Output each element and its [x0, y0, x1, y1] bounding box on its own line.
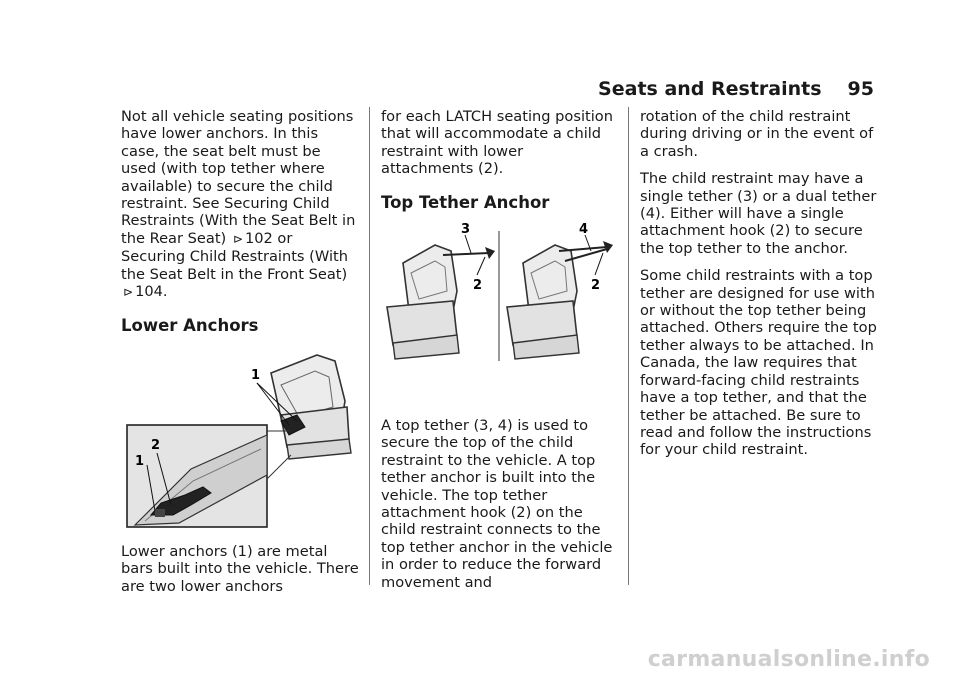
page-reference[interactable]: 102 or [244, 229, 293, 247]
lower-anchors-illustration [121, 345, 359, 531]
top-tether-illustration [381, 221, 617, 367]
column-divider [628, 107, 629, 585]
callout-label: 4 [579, 222, 589, 238]
column-3 [640, 108, 880, 469]
paragraph-text: Securing Child Restraints (With the Seat Belt in the Front Seat) [121, 248, 349, 283]
callout-label: 2 [591, 278, 601, 294]
callout-label: 3 [461, 222, 471, 238]
paragraph: rotation of the child restraint during driving or in the event of a crash. [640, 108, 874, 160]
top-tether-figure [381, 221, 617, 367]
page-number: 95 [847, 78, 874, 100]
column-2 [381, 108, 617, 601]
paragraph [121, 108, 359, 301]
column-divider [369, 107, 370, 585]
page-reference[interactable]: 104. [135, 283, 168, 301]
callout-label: 2 [473, 278, 483, 294]
paragraph-text: Not all vehicle seating positions have lower anchors. In this case, the seat belt must be used (with top tether where available) to secure the child restraint. See Securing Child Restraints (With the Seat Belt in the Rear Seat) [121, 108, 356, 247]
paragraph: Some child restraints with a top tether are designed for use with or without the top tether being attached. Others require the top tether always to be attached. In Canada, the law requires that forward-facing child restraints have a top tether, and that the tether be attached. Be sure to read and follow the instructions for your child restraint. [640, 267, 877, 459]
paragraph: A top tether (3, 4) is used to secure the top of the child restraint to the vehicle. A top tether anchor is built into the vehicle. The top tether attachment hook (2) on the child restraint connects to the top tether anchor in the vehicle in order to reduce the forward movement and [381, 417, 613, 591]
right-arrow-icon: ⊳ [123, 285, 134, 300]
callout-label: 2 [151, 437, 161, 453]
section-heading: Lower Anchors [121, 316, 259, 336]
column-1 [121, 108, 359, 605]
paragraph: Lower anchors (1) are metal bars built into the vehicle. There are two lower anchors [121, 542, 359, 595]
section-title: Seats and Restraints [598, 78, 822, 100]
section-heading: Top Tether Anchor [381, 192, 550, 212]
callout-label: 1 [135, 453, 145, 469]
paragraph: The child restraint may have a single tether (3) or a dual tether (4). Either will have a single attachment hook (2) to secure the top tether to the anchor. [640, 170, 877, 257]
callout-label: 1 [251, 367, 261, 383]
page-header [598, 78, 874, 100]
lower-anchors-figure [121, 345, 359, 531]
watermark: carmanualsonline.info [647, 647, 930, 672]
paragraph: for each LATCH seating position that will accommodate a child restraint with lower attachments (2). [381, 108, 613, 178]
right-arrow-icon: ⊳ [232, 231, 243, 246]
